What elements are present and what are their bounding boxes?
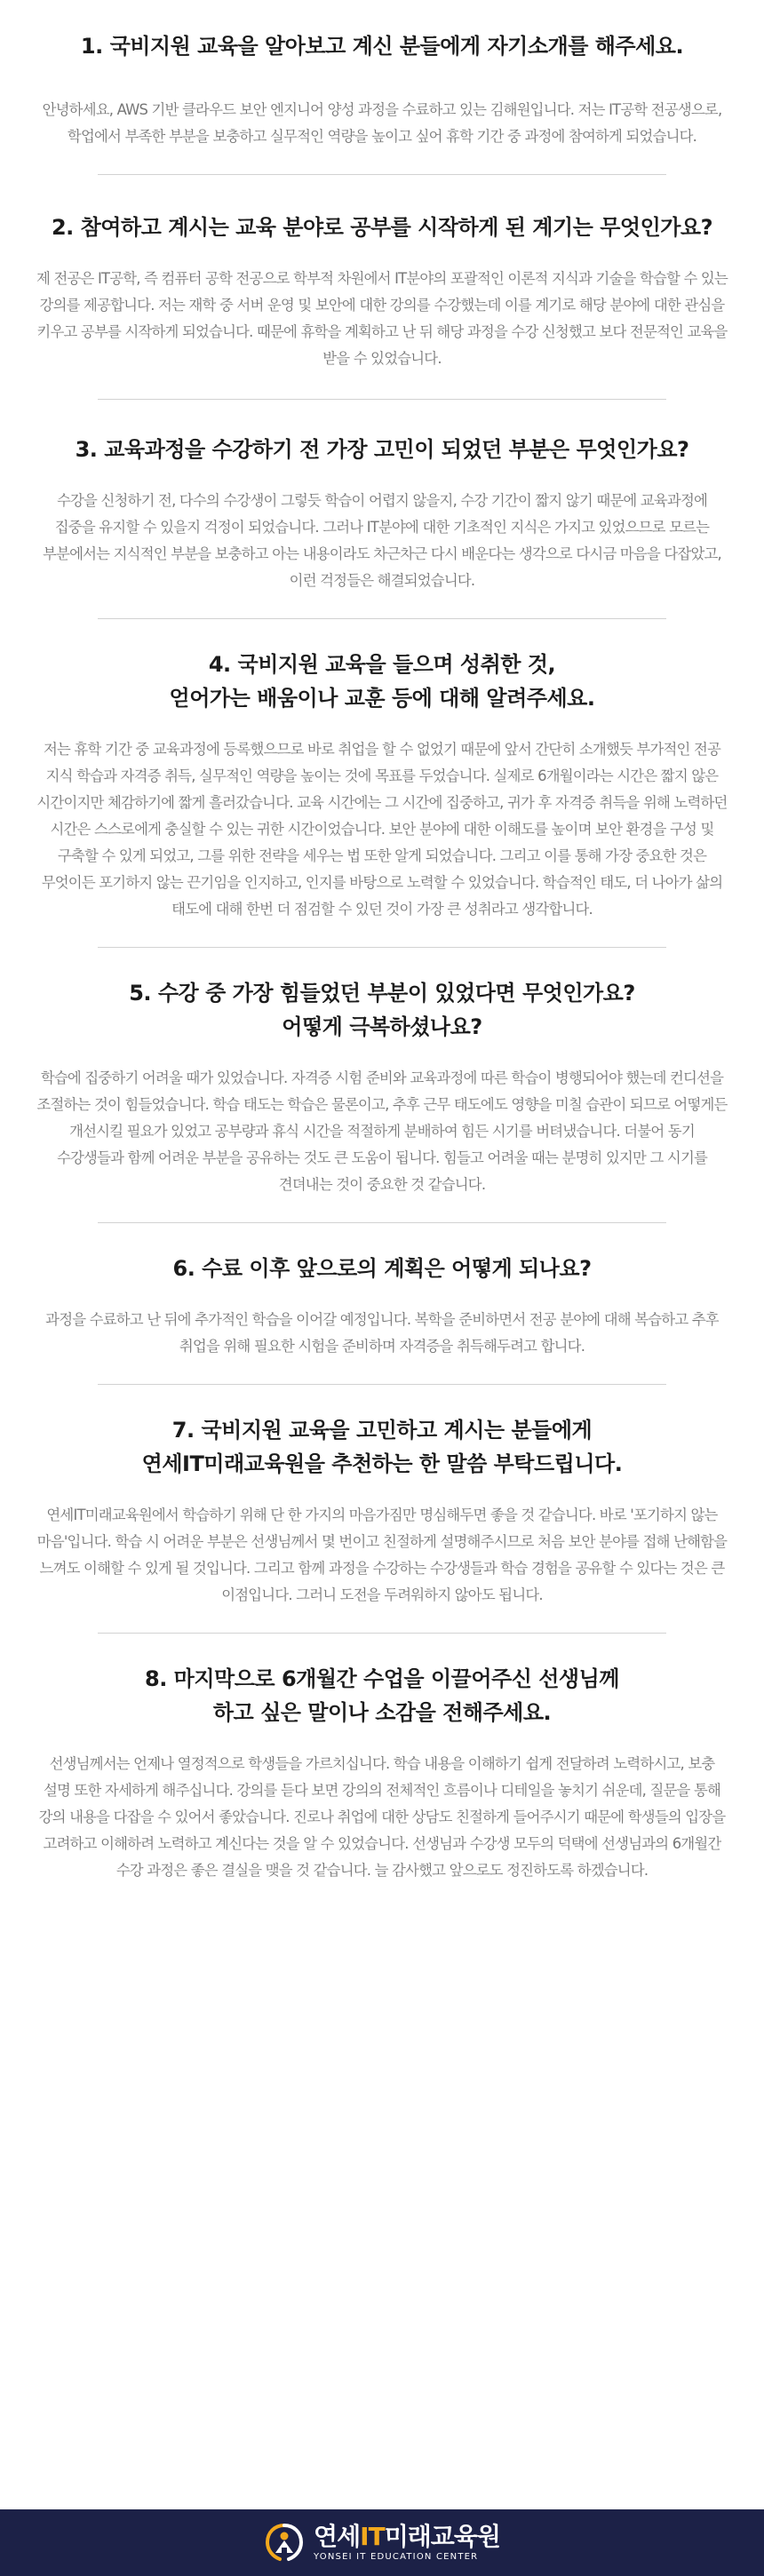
footer-bar (0, 2509, 764, 2576)
answer-text: 과정을 수료하고 난 뒤에 추가적인 학습을 이어갈 예정입니다. 복학을 준비하면서 전공 분야에 대해 복습하고 추후 취업을 위해 필요한 시험을 준비하며 자격증을 취득해두려고 합니다. (45, 1311, 719, 1355)
qa-section-6 (0, 1223, 764, 1360)
brand-name-highlight: IT (360, 2522, 385, 2551)
answer-text: 연세IT미래교육원에서 학습하기 위해 단 한 가지의 마음가짐만 명심해두면 좋을 것 같습니다. 바로 '포기하지 않는 마음'입니다. 학습 시 어려운 부분은 선생님께서 몇 번이고 친절하게 설명해주시므로 처음 보안 분야를 접해 난해함을 느껴도 이해할 수 있게 될 것입니다. 그리고 함께 과정을 수강하는 수강생들과 학습 경험을 공유할 수 있다는 것은 큰 이점입니다. 그러니 도전을 두려워하지 않아도 됩니다. (36, 1507, 728, 1603)
brand-emblem-icon (264, 2523, 305, 2564)
question-heading: 8. 마지막으로 6개월간 수업을 이끌어주신 선생님께 하고 싶은 말이나 소감을 전해주세요. (145, 1666, 619, 1725)
question-heading: 6. 수료 이후 앞으로의 계획은 어떻게 되나요? (172, 1256, 592, 1281)
brand-text (314, 2523, 500, 2563)
question-heading: 2. 참여하고 계시는 교육 분야로 공부를 시작하게 된 계기는 무엇인가요? (51, 215, 713, 240)
answer-text: 저는 휴학 기간 중 교육과정에 등록했으므로 바로 취업을 할 수 없었기 때문에 앞서 간단히 소개했듯 부가적인 전공 지식 학습과 자격증 취득, 실무적인 역량을 높이는 것에 목표를 두었습니다. 실제로 6개월이라는 시간은 짧지 않은 시간이지만 체감하기에 짧게 흘러갔습니다. 교육 시간에는 그 시간에 집중하고, 귀가 후 자격증 취득을 위해 노력하던 시간은 스스로에게 충실할 수 있는 귀한 시간이었습니다. 보안 분야에 대한 이해도를 높이며 보안 환경을 구성 및 구축할 수 있게 되었고, 그를 위한 전략을 세우는 법 또한 알게 되었습니다. 그리고 이를 통해 가장 중요한 것은 무엇이든 포기하지 않는 끈기임을 인지하고, 인지를 바탕으로 노력할 수 있었습니다. 학습적인 태도, 더 나아가 삶의 태도에 대해 한번 더 점검할 수 있던 것이 가장 큰 성취라고 생각합니다. (36, 741, 728, 918)
qa-section-5 (0, 948, 764, 1198)
brand-subtitle: YONSEI IT EDUCATION CENTER (314, 2552, 479, 2562)
answer-text: 학습에 집중하기 어려울 때가 있었습니다. 자격증 시험 준비와 교육과정에 따른 학습이 병행되어야 했는데 컨디션을 조절하는 것이 힘들었습니다. 학습 태도는 학습은 물론이고, 추후 근무 태도에도 영향을 미칠 습관이 되므로 어떻게든 개선시킬 필요가 있었고 공부량과 휴식 시간을 적절하게 분배하여 힘든 시기를 버텨냈습니다. 더불어 동기 수강생들과 함께 어려운 부분을 공유하는 것도 큰 도움이 됩니다. 힘들고 어려울 때는 분명히 있지만 그 시기를 견뎌내는 것이 중요한 것 같습니다. (36, 1069, 728, 1193)
brand-name: 연세IT미래교육원 (314, 2522, 500, 2551)
answer-text: 제 전공은 IT공학, 즉 컴퓨터 공학 전공으로 학부적 차원에서 IT분야의 포괄적인 이론적 지식과 기술을 학습할 수 있는 강의를 제공합니다. 저는 재학 중 서버 운영 및 보안에 대한 강의를 수강했는데 이를 계기로 해당 분야에 대한 관심을 키우고 공부를 시작하게 되었습니다. 때문에 휴학을 계획하고 난 뒤 해당 과정을 수강 신청했고 보다 전문적인 교육을 받을 수 있었습니다. (36, 270, 728, 367)
qa-section-1 (0, 0, 764, 150)
question-heading: 1. 국비지원 교육을 알아보고 계신 분들에게 자기소개를 해주세요. (80, 34, 684, 59)
answer-text: 선생님께서는 언제나 열정적으로 학생들을 가르치십니다. 학습 내용을 이해하기 쉽게 전달하려 노력하시고, 보충 설명 또한 자세하게 해주십니다. 강의를 듣다 보면 강의의 전체적인 흐름이나 디테일을 놓치기 쉬운데, 질문을 통해 강의 내용을 다잡을 수 있어서 좋았습니다. 진로나 취업에 대한 상담도 친절하게 들어주시기 때문에 학생들의 입장을 고려하고 이해하려 노력하고 계신다는 것을 알 수 있었습니다. 선생님과 수강생 모두의 덕택에 선생님과의 6개월간 수강 과정은 좋은 결실을 맺을 것 같습니다. 늘 감사했고 앞으로도 정진하도록 하겠습니다. (38, 1755, 726, 1879)
qa-section-2 (0, 175, 764, 372)
qa-section-3 (0, 400, 764, 594)
question-heading: 3. 교육과정을 수강하기 전 가장 고민이 되었던 부분은 무엇인가요? (75, 437, 689, 462)
answer-text: 안녕하세요, AWS 기반 클라우드 보안 엔지니어 양성 과정을 수료하고 있는 김해원입니다. 저는 IT공학 전공생으로, 학업에서 부족한 부분을 보충하고 실무적인 역량을 높이고 싶어 휴학 기간 중 과정에 참여하게 되었습니다. (42, 101, 722, 145)
qa-section-8 (0, 1634, 764, 1884)
qa-section-4 (0, 619, 764, 923)
question-heading: 7. 국비지원 교육을 고민하고 계시는 분들에게 연세IT미래교육원을 추천하는 한 말씀 부탁드립니다. (141, 1418, 623, 1476)
question-heading: 4. 국비지원 교육을 들으며 성취한 것, 얻어가는 배움이나 교훈 등에 대해 알려주세요. (169, 652, 595, 711)
answer-text: 수강을 신청하기 전, 다수의 수강생이 그렇듯 학습이 어렵지 않을지, 수강 기간이 짧지 않기 때문에 교육과정에 집중을 유지할 수 있을지 걱정이 되었습니다. 그러나 IT분야에 대한 기초적인 지식은 가지고 있었으므로 모르는 부분에서는 지식적인 부분을 보충하고 아는 내용이라도 차근차근 다시 배운다는 생각으로 다시금 마음을 다잡았고, 이런 걱정들은 해결되었습니다. (43, 492, 721, 589)
question-heading: 5. 수강 중 가장 힘들었던 부분이 있었다면 무엇인가요? 어떻게 극복하셨나요? (129, 981, 635, 1039)
brand-logo[interactable] (264, 2523, 500, 2564)
qa-section-7 (0, 1385, 764, 1609)
